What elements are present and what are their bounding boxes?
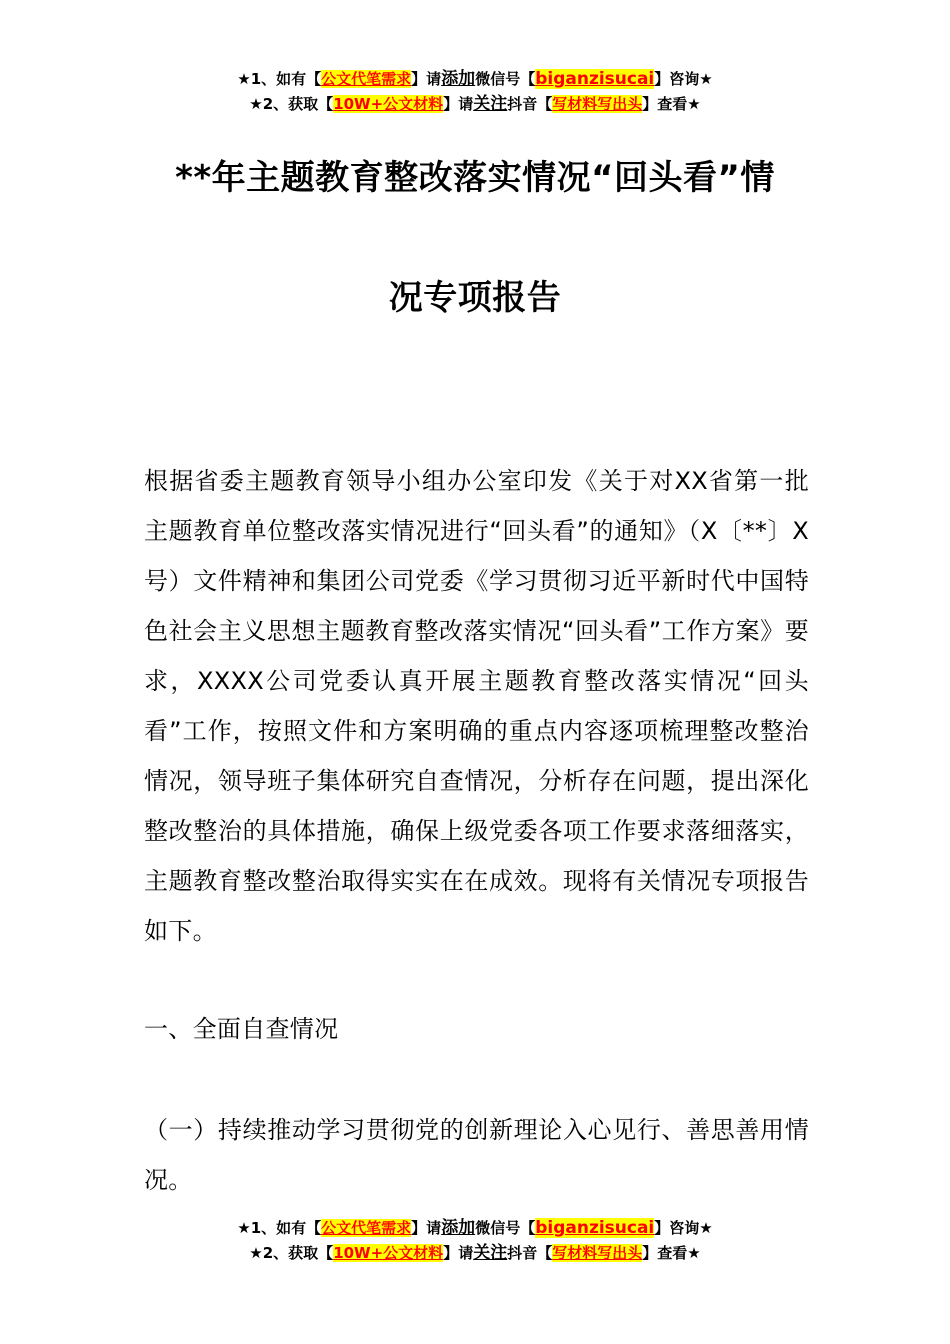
section-heading-1: 一、全面自查情况 [144, 1015, 339, 1043]
banner-text: 微信号【 [475, 70, 536, 88]
document-title-line-1: **年主题教育整改落实情况“回头看”情 [175, 158, 775, 198]
banner-text: ★1、如有【 [237, 1219, 322, 1237]
underlined-text: 添加 [441, 69, 476, 89]
banner-text: 抖音【 [507, 95, 553, 113]
highlight-service: 公文代笔需求 [321, 1219, 412, 1237]
top-banner [0, 67, 950, 117]
banner-text: 】查看★ [642, 95, 701, 113]
highlight-service: 公文代笔需求 [321, 70, 412, 88]
highlight-douyin: 写材料写出头 [552, 1244, 643, 1262]
banner-text: ★1、如有【 [237, 70, 322, 88]
banner-text: 】咨询★ [654, 70, 713, 88]
banner-line-1 [0, 67, 950, 92]
banner-text: 】请 [443, 95, 474, 113]
banner-text: 】请 [411, 70, 442, 88]
banner-text: 微信号【 [475, 1219, 536, 1237]
intro-paragraph: 根据省委主题教育领导小组办公室印发《关于对XX省第一批主题教育单位整改落实情况进行“回头看”的通知》（X〔**〕X号）文件精神和集团公司党委《学习贯彻习近平新时代中国特色社会主义思想主题教育整改落实情况“回头看”工作方案》要求，XXXX公司党委认真开展主题教育整改落实情况“回头看”工作，按照文件和方案明确的重点内容逐项梳理整改整治情况，领导班子集体研究自查情况，分析存在问题，提出深化整改整治的具体措施，确保上级党委各项工作要求落细落实，主题教育整改整治取得实实在在成效。现将有关情况专项报告如下。 [144, 467, 809, 945]
highlight-materials: 10W+公文材料 [333, 95, 444, 113]
document-title-line-2: 况专项报告 [388, 278, 562, 318]
banner-line-2 [0, 1241, 950, 1266]
banner-text: ★2、获取【 [249, 95, 334, 113]
banner-line-2 [0, 92, 950, 117]
underlined-text: 关注 [473, 94, 508, 114]
banner-line-1 [0, 1216, 950, 1241]
highlight-wechat-id: biganzisucai [535, 1218, 655, 1238]
banner-text: 抖音【 [507, 1244, 553, 1262]
underlined-text: 关注 [473, 1243, 508, 1263]
banner-text: 】咨询★ [654, 1219, 713, 1237]
highlight-materials: 10W+公文材料 [333, 1244, 444, 1262]
highlight-douyin: 写材料写出头 [552, 95, 643, 113]
highlight-wechat-id: biganzisucai [535, 69, 655, 89]
banner-text: ★2、获取【 [249, 1244, 334, 1262]
banner-text: 】请 [443, 1244, 474, 1262]
banner-text: 】查看★ [642, 1244, 701, 1262]
underlined-text: 添加 [441, 1218, 476, 1238]
bottom-banner [0, 1216, 950, 1266]
banner-text: 】请 [411, 1219, 442, 1237]
subsection-heading-1: （一）持续推动学习贯彻党的创新理论入心见行、善思善用情况。 [144, 1116, 809, 1194]
